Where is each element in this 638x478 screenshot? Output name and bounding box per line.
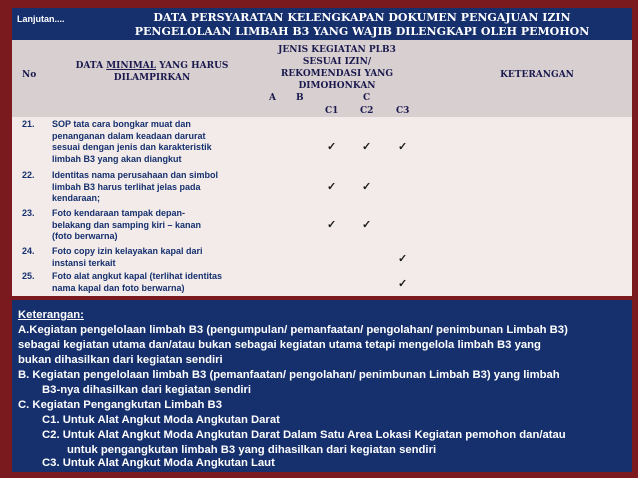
col-jenis-line-2: SESUAI IZIN/ (302, 57, 372, 67)
row-description (52, 170, 260, 205)
check-c1-icon: ✓ (327, 141, 337, 153)
row-number: 21. (22, 119, 35, 129)
row-line: limbah B3 yang akan diangkut (52, 153, 182, 164)
row-number: 22. (22, 170, 35, 180)
note-a-line-3: bukan dihasilkan dari kegiatan sendiri (18, 354, 223, 366)
title-line-2: PENGELOLAAN LIMBAH B3 YANG WAJIB DILENGKAPI OLEH PEMOHON (134, 25, 590, 38)
note-a-line-1: A.Kegiatan pengelolaan limbah B3 (pengumpulan/ pemanfaatan/ pengolahan/ penimbunan Limbah B3) (18, 324, 568, 336)
col-jenis-header (262, 44, 412, 92)
col-a-header: A (269, 93, 276, 103)
row-line: Foto copy izin kelayakan kapal dari (52, 246, 203, 256)
row-description (52, 208, 260, 243)
col-data-header (62, 60, 242, 84)
row-line: belakang dan samping kiri – kanan (52, 219, 202, 230)
row-line: nama kapal dan foto berwarna) (52, 282, 185, 293)
col-c-header: C (363, 93, 371, 103)
row-description (52, 246, 260, 269)
row-description (52, 119, 260, 165)
check-c1-icon: ✓ (327, 181, 337, 193)
col-c2-header: C2 (360, 106, 374, 116)
col-b-header: B (296, 93, 304, 103)
col-c1-header: C1 (325, 106, 339, 116)
col-no-header: No (22, 70, 37, 80)
check-c2-icon: ✓ (362, 181, 372, 193)
col-jenis-line-3: REKOMENDASI YANG (280, 69, 394, 79)
check-c3-icon: ✓ (398, 253, 408, 265)
col-c3-header: C3 (396, 106, 410, 116)
note-c3: C3. Untuk Alat Angkut Moda Angkutan Laut (42, 457, 275, 469)
row-line: sesuai dengan jenis dan karakteristik (52, 142, 212, 152)
check-c1-icon: ✓ (327, 219, 337, 231)
row-line: Identitas nama perusahaan dan simbol (52, 170, 219, 180)
row-number: 23. (22, 208, 35, 218)
col-data-post: YANG HARUS (156, 61, 229, 71)
col-data-line2: DILAMPIRKAN (113, 73, 191, 83)
notes-panel (12, 300, 632, 472)
title-line-1: DATA PERSYARATAN KELENGKAPAN DOKUMEN PENGAJUAN IZIN (153, 11, 571, 24)
requirements-table (12, 40, 632, 296)
check-c2-icon: ✓ (362, 219, 372, 231)
row-line: kendaraan; (52, 193, 101, 203)
row-line: Foto alat angkut kapal (terlihat identitas (52, 271, 223, 281)
row-number: 25. (22, 271, 35, 281)
col-data-pre: DATA (75, 61, 107, 71)
table-header (12, 40, 632, 117)
col-jenis-line-4: DIMOHONKAN (298, 81, 376, 91)
row-line: Foto kendaraan tampak depan- (52, 208, 186, 218)
row-line: limbah B3 harus terlihat jelas pada (52, 181, 201, 192)
note-c2-line-1: C2. Untuk Alat Angkut Moda Angkutan Darat Dalam Satu Area Lokasi Kegiatan pemohon dan/atau (42, 429, 566, 441)
note-c: C. Kegiatan Pengangkutan Limbah B3 (18, 399, 223, 411)
continuation-label: Lanjutan.... (17, 14, 65, 24)
row-description (52, 271, 260, 294)
row-line: (foto berwarna) (52, 231, 118, 241)
col-keterangan-header: KETERANGAN (500, 70, 574, 80)
row-line: penanganan dalam keadaan darurat (52, 130, 206, 141)
check-c2-icon: ✓ (362, 141, 372, 153)
note-b-line-1: B. Kegiatan pengelolaan limbah B3 (pemanfaatan/ pengolahan/ penimbunan Limbah B3) yang limbah (18, 369, 560, 381)
check-c3-icon: ✓ (398, 141, 408, 153)
col-data-minimal: MINIMAL (106, 61, 157, 71)
check-c3-icon: ✓ (398, 278, 408, 290)
note-b-line-2: B3-nya dihasilkan dari kegiatan sendiri (42, 384, 252, 396)
row-number: 24. (22, 246, 35, 256)
title-bar (12, 8, 632, 40)
row-line: instansi terkait (52, 257, 116, 268)
note-c2-line-2: untuk pengangkutan limbah B3 yang dihasilkan dari kegiatan sendiri (67, 444, 437, 456)
note-a-line-2: sebagai kegiatan utama dan/atau bukan sebagai kegiatan utama tetapi mengelola limbah B3 yang (18, 339, 541, 351)
row-line: SOP tata cara bongkar muat dan (52, 119, 191, 129)
page-title (102, 11, 622, 39)
col-jenis-line-1: JENIS KEGIATAN PLB3 (278, 45, 396, 55)
notes-heading: Keterangan: (18, 309, 84, 321)
note-c1: C1. Untuk Alat Angkut Moda Angkutan Darat (42, 414, 280, 426)
